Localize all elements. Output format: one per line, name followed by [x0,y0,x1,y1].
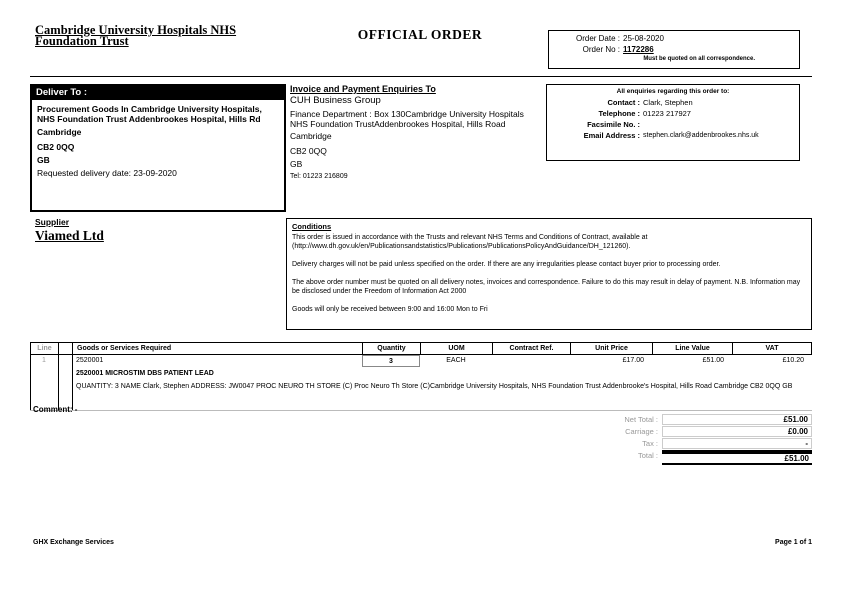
row-item-code: 2520001 [76,357,104,364]
row-line-number: 1 [42,357,46,364]
invoice-city: Cambridge [290,131,332,141]
conditions-paragraph-4: Goods will only be received between 9:00 and 16:00 Mon to Fri [292,306,488,313]
contact-row-facsimile [551,119,795,130]
header-unit-price: Unit Price [570,342,652,355]
carriage-row [600,426,812,437]
facsimile-label: Facsimile No. : [587,120,640,129]
organisation-title [35,25,275,47]
conditions-paragraph-2: Delivery charges will not be paid unless specified on the order. If there are any irregularities please contact buyer prior to processing order. [292,261,721,268]
contact-row-email [551,130,795,141]
invoice-enquiries-title: Invoice and Payment Enquiries To [290,84,436,94]
invoice-address: Finance Department : Box 130Cambridge University Hospitals NHS Foundation TrustAddenbrookes Hospital, Hills Road [290,109,524,129]
contact-row-contact [551,97,795,108]
row-vat: £10.20 [782,357,804,364]
deliver-to-body [32,100,284,182]
deliver-to-box [30,84,286,212]
comment-label: Comment: - [33,405,78,414]
total-label: Total : [637,451,658,460]
row-uom: EACH [446,357,466,364]
requested-delivery-date: Requested delivery date: 23-09-2020 [37,168,177,178]
contact-value: Clark, Stephen [643,98,693,107]
row-contract-ref [492,355,570,367]
row-unit-price: £17.00 [622,357,644,364]
email-value: stephen.clark@addenbrookes.nhs.uk [643,132,759,139]
header-uom: UOM [420,342,492,355]
invoice-business-group: CUH Business Group [290,95,381,106]
facsimile-value [643,119,795,130]
deliver-to-title: Deliver To : [32,86,284,100]
invoice-enquiries-section [290,84,542,182]
organisation-title-line1: Cambridge University Hospitals NHS [35,23,237,37]
contact-box [546,84,800,161]
header-vat: VAT [732,342,812,355]
conditions-title: Conditions [292,222,332,231]
telephone-label: Telephone : [598,109,640,118]
supplier-label: Supplier [35,217,70,227]
row-description-detail: QUANTITY: 3 NAME Clark, Stephen ADDRESS: JW0047 PROC NEURO TH STORE (C) Proc Neuro Th Store (C)Cambridge University Hospitals, NHS Foundation Trust Addenbrooke's Hospital, Hills Road Cambridge CB2 0QQ GB [76,383,793,390]
header-goods: Goods or Services Required [72,342,362,355]
header-contract-ref: Contract Ref. [492,342,570,355]
order-date-value: 25-08-2020 [623,34,664,43]
order-no-value: 1172286 [623,45,654,54]
table-row [30,355,812,367]
row-line-value: £51.00 [702,357,724,364]
table-vline-line-col [58,355,59,410]
tax-row [600,438,812,449]
items-table-header [30,342,812,355]
organisation-title-line2: Foundation Trust [35,34,129,48]
footer-page-number: Page 1 of 1 [775,539,812,546]
net-total-value: £51.00 [662,414,812,425]
order-date-label: Order Date : [575,34,620,43]
document-title: OFFICIAL ORDER [357,27,483,42]
contact-row-telephone [551,108,795,119]
supplier-section [35,217,104,244]
order-no-row [553,44,795,55]
tax-value: - [662,438,812,449]
items-table-body [30,355,812,411]
carriage-value: £0.00 [662,426,812,437]
telephone-value: 01223 217927 [643,109,691,118]
conditions-box [286,218,812,330]
invoice-postcode: CB2 0QQ [290,146,327,156]
header-line: Line [30,342,58,355]
row-description-title: 2520001 MICROSTIM DBS PATIENT LEAD [76,370,214,377]
header-divider [30,76,812,77]
supplier-name: Viamed Ltd [35,228,104,243]
row-quantity: 3 [362,355,420,367]
conditions-paragraph-3: The above order number must be quoted on all delivery notes, invoices and correspondence. Failure to do this may result in delay of payment. N.B. Information may be disclosed under the Freedom of Information Act 2000 [292,279,801,295]
deliver-to-address: Procurement Goods In Cambridge University Hospitals, NHS Foundation Trust Addenbrookes Hospital, Hills Rd [37,104,262,124]
deliver-to-postcode: CB2 0QQ [37,142,75,152]
total-value: £51.00 [662,450,812,465]
total-row [600,450,812,465]
order-note: Must be quoted on all correspondence. [643,56,755,62]
net-total-row [600,414,812,425]
invoice-country: GB [290,159,303,169]
header-spacer [58,342,72,355]
carriage-label: Carriage : [625,427,658,436]
order-no-label: Order No : [582,45,620,54]
header-line-value: Line Value [652,342,732,355]
contact-heading: All enquiries regarding this order to: [616,88,730,95]
totals-section [600,414,812,466]
deliver-to-city: Cambridge [37,127,82,137]
row-spacer-cell [58,355,72,367]
order-reference-box [548,30,800,69]
tax-label: Tax : [642,439,658,448]
order-date-row [553,33,795,44]
net-total-label: Net Total : [624,415,658,424]
header-quantity: Quantity [362,342,420,355]
email-label: Email Address : [583,131,640,140]
deliver-to-country: GB [37,155,50,165]
table-vline-spacer-col [72,355,73,410]
footer-service-name: GHX Exchange Services [33,539,114,546]
conditions-paragraph-1: This order is issued in accordance with the Trusts and relevant NHS Terms and Conditions of Contract, available at (http://www.dh.gov.uk/en/Publicationsandstatistics/Publications/PublicationsPolicyAndGuidance/DH_121260). [292,234,648,250]
contact-label: Contact : [607,98,640,107]
items-table [30,342,812,411]
invoice-telephone: Tel: 01223 216809 [290,173,348,180]
